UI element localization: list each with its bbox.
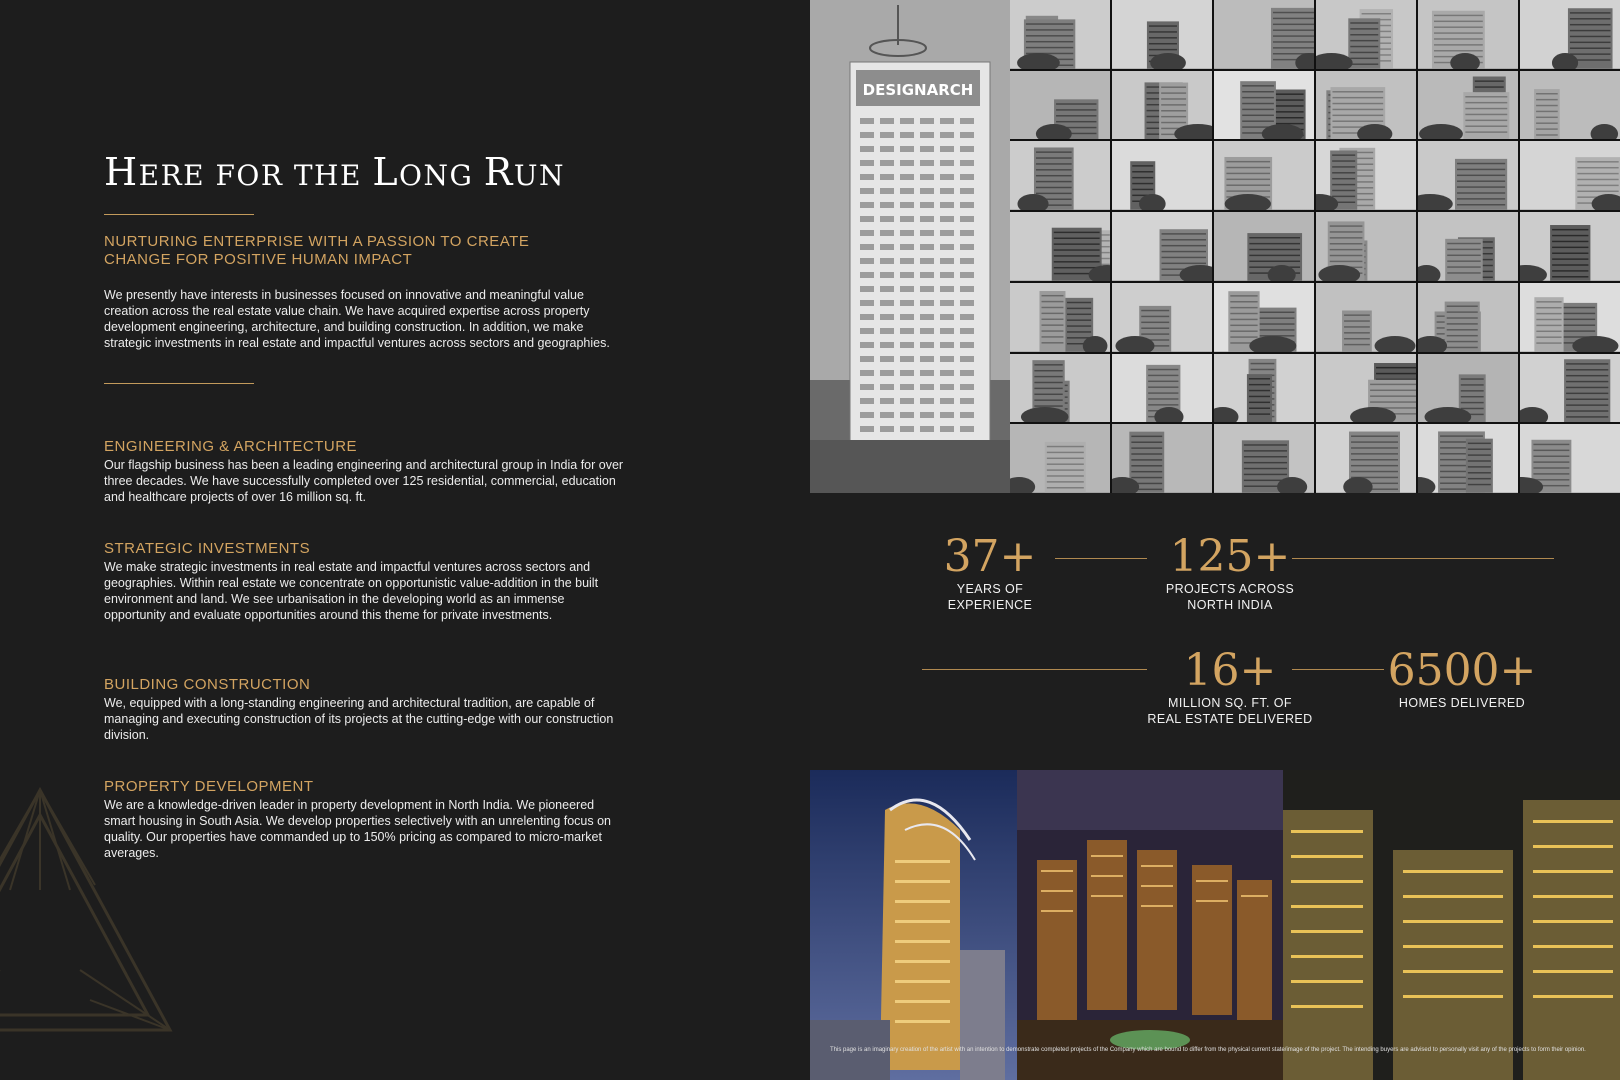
stat-line-3 bbox=[922, 669, 1147, 670]
divider-bottom bbox=[104, 383, 254, 384]
stat-years-label-2: EXPERIENCE bbox=[947, 598, 1033, 612]
stat-years bbox=[920, 533, 1060, 613]
title-text-2: ONG bbox=[399, 159, 484, 192]
project-thumbnail bbox=[1316, 283, 1416, 352]
project-thumbnail bbox=[1010, 0, 1110, 69]
stat-line-1 bbox=[1055, 558, 1147, 559]
project-thumbnail bbox=[1520, 354, 1620, 423]
intro-body: We presently have interests in businesses focused on innovative and meaningful value creation across the real estate value chain. We have acquired expertise across property development engineering, architecture, and building construction. In addition, we make strategic investments in real estate and impactful ventures across sectors and geographies. bbox=[104, 288, 610, 350]
divider-top bbox=[104, 214, 254, 215]
section-heading-engineering: ENGINEERING & ARCHITECTURE bbox=[104, 438, 358, 455]
stat-area bbox=[1140, 647, 1320, 727]
tower-illustration bbox=[810, 0, 1010, 493]
project-thumbnail bbox=[1214, 212, 1314, 281]
project-thumbnail bbox=[1112, 141, 1212, 210]
title-cap-2: L bbox=[372, 150, 400, 194]
page-title bbox=[104, 150, 565, 194]
project-thumbnail bbox=[1418, 0, 1518, 69]
stat-line-4 bbox=[1292, 669, 1384, 670]
stat-area-label-2: REAL ESTATE DELIVERED bbox=[1147, 712, 1313, 726]
title-cap-1: H bbox=[104, 150, 139, 194]
project-thumbnail bbox=[1520, 212, 1620, 281]
designarch-sign: DESIGNARCH bbox=[862, 81, 974, 99]
project-thumbnail bbox=[1520, 283, 1620, 352]
title-text-3: UN bbox=[513, 159, 566, 192]
section-body-property: We are a knowledge-driven leader in property development in North India. We pioneered smart housing in South Asia. We develop properties selectively with an unrelenting focus on quality. Our properties have commanded up to 150% pricing as compared to micro-market averages. bbox=[104, 798, 612, 860]
project-thumbnail bbox=[1520, 71, 1620, 140]
stat-projects-value: 125+ bbox=[1169, 531, 1291, 582]
project-thumbnail bbox=[1214, 0, 1314, 69]
stat-projects bbox=[1150, 533, 1310, 613]
stat-homes bbox=[1382, 647, 1542, 711]
project-thumbnail bbox=[1214, 424, 1314, 493]
project-thumbnail bbox=[1316, 0, 1416, 69]
section-body-investments: We make strategic investments in real estate and impactful ventures across sectors and geographies. Within real estate we concentrate on opportunistic value-addition in the built environment and land. We see urbanisation in the developing world as an immense opportunity and evaluate opportunities around this theme for private investments. bbox=[104, 560, 599, 622]
project-thumbnail bbox=[1010, 283, 1110, 352]
project-thumbnail bbox=[1316, 71, 1416, 140]
intro-heading-line2: CHANGE FOR POSITIVE HUMAN IMPACT bbox=[104, 251, 413, 268]
project-thumbnail bbox=[1214, 71, 1314, 140]
project-thumbnail bbox=[1418, 71, 1518, 140]
stat-area-value: 16+ bbox=[1183, 645, 1277, 696]
stat-homes-value: 6500+ bbox=[1387, 645, 1537, 696]
project-thumbnail bbox=[1010, 71, 1110, 140]
project-thumbnail bbox=[1520, 141, 1620, 210]
project-thumbnail bbox=[1010, 424, 1110, 493]
night-photo-complex bbox=[1017, 770, 1283, 1080]
project-thumbnail bbox=[1010, 354, 1110, 423]
stat-years-label-1: YEARS OF bbox=[956, 582, 1024, 596]
project-thumbnail bbox=[1112, 424, 1212, 493]
project-thumbnail bbox=[1418, 424, 1518, 493]
night-photo-tower bbox=[810, 770, 1017, 1080]
project-thumbnail bbox=[1520, 0, 1620, 69]
project-thumbnail bbox=[1520, 424, 1620, 493]
stat-homes-label-1: HOMES DELIVERED bbox=[1398, 696, 1526, 710]
project-thumbnail bbox=[1010, 212, 1110, 281]
project-thumbnail bbox=[1214, 283, 1314, 352]
project-thumbnail bbox=[1316, 212, 1416, 281]
project-thumbnail bbox=[1112, 71, 1212, 140]
project-thumbnail bbox=[1112, 354, 1212, 423]
project-thumbnail bbox=[1214, 354, 1314, 423]
section-heading-construction: BUILDING CONSTRUCTION bbox=[104, 676, 311, 693]
stat-years-value: 37+ bbox=[943, 531, 1037, 582]
project-photo-grid bbox=[1010, 0, 1620, 493]
project-thumbnail bbox=[1112, 283, 1212, 352]
project-thumbnail bbox=[1418, 283, 1518, 352]
project-thumbnail bbox=[1112, 212, 1212, 281]
section-body-construction: We, equipped with a long-standing engineering and architectural tradition, are capable of managing and executing construction of its projects at the cutting-edge with our construction division. bbox=[104, 696, 614, 742]
project-thumbnail bbox=[1418, 354, 1518, 423]
project-thumbnail bbox=[1316, 141, 1416, 210]
project-thumbnail bbox=[1418, 212, 1518, 281]
right-page bbox=[810, 0, 1620, 1080]
title-cap-3: R bbox=[483, 150, 514, 194]
hero-tower-photo bbox=[810, 0, 1010, 493]
night-photo-towers bbox=[1283, 770, 1620, 1080]
stat-projects-label-2: NORTH INDIA bbox=[1187, 598, 1273, 612]
stat-line-2 bbox=[1292, 558, 1554, 559]
project-thumbnail bbox=[1010, 141, 1110, 210]
disclaimer-text: This page is an imaginary creation of the artist with an intention to demonstrate completed projects of the Company which are bound to differ from the physical current state/image of the project. The intending buyers are advised to personally visit any of the projects to form their opinion. bbox=[830, 1047, 1586, 1053]
section-heading-property: PROPERTY DEVELOPMENT bbox=[104, 778, 314, 795]
title-text-1: ERE FOR THE bbox=[138, 159, 373, 192]
project-thumbnail bbox=[1418, 141, 1518, 210]
stat-projects-label-1: PROJECTS ACROSS bbox=[1165, 582, 1295, 596]
project-thumbnail bbox=[1112, 0, 1212, 69]
stat-area-label-1: MILLION SQ. FT. OF bbox=[1168, 696, 1292, 710]
project-thumbnail bbox=[1316, 424, 1416, 493]
section-body-engineering: Our flagship business has been a leading engineering and architectural group in India for over three decades. We have successfully completed over 125 residential, commercial, education and healthcare projects of over 16 million sq. ft. bbox=[104, 458, 624, 504]
section-heading-investments: STRATEGIC INVESTMENTS bbox=[104, 540, 311, 557]
project-thumbnail bbox=[1316, 354, 1416, 423]
project-thumbnail bbox=[1214, 141, 1314, 210]
intro-heading-line1: NURTURING ENTERPRISE WITH A PASSION TO CREATE bbox=[104, 233, 530, 250]
